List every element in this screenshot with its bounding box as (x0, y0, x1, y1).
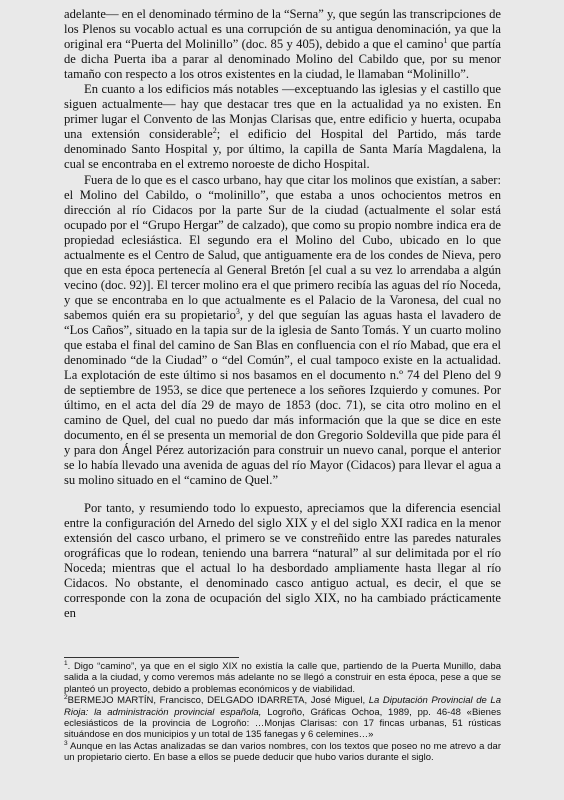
footnote-ref-3[interactable]: 3 (235, 306, 240, 316)
paragraph-3 (64, 173, 501, 489)
footnote-1 (64, 661, 501, 695)
paragraph-text: adelante— en el denominado término de la “Serna” y, que según las transcripciones de los Plenos su vocablo actual es una corrupción de su antigua denominación, ya que la original era “Puerta del Molinillo” (doc. 85 y 405), debido a que el camino (64, 7, 502, 52)
cited-title: La Diputación Provincial de La Rioja: la administración provincial española, (64, 695, 501, 718)
footnotes (64, 661, 501, 764)
footnote-ref-1[interactable]: 1 (443, 36, 448, 46)
footnote-2 (64, 695, 501, 741)
footnote-text: . Digo “camino”, ya que en el siglo XIX no existía la calle que, partiendo de la Puerta Munillo, daba salida a la ciudad, y como veremos más adelante no se llegó a construir en esta época, pese a que se planteó un proyecto, debido a problemas económicos y de viabilidad. (64, 661, 501, 695)
paragraph-text: En cuanto a los edificios más notables —exceptuando las iglesias y el castillo que siguen actualmente— hay que destacar tres que en la actualidad ya no existen. En primer lugar el Convento de las Monjas Clarisas que, entre edificio y huerta, ocupaba una extensión considerable (64, 82, 501, 142)
paragraph-4: Por tanto, y resumiendo todo lo expuesto, apreciamos que la diferencia esencial entre la configuración del Arnedo del siglo XIX y el del siglo XXI radica en la menor extensión del casco urbano, el primero se ve constreñido entre las paredes naturales orográficas que lo rodean, teniendo una barrera “natural” al sur delimitada por el río Noceda; mientras que el actual lo ha desbordado ampliamente hasta llegar al río Cidacos. No obstante, el denominado casco antiguo actual, es decir, el que se corresponde con la zona de ocupación del siglo XIX, no ha cambiado prácticamente en (64, 500, 501, 620)
paragraph-text: que partía de dicha Puerta iba a parar al denominado Molino del Cabildo que, por su menor tamaño con respecto a los otros existentes en la ciudad, le llamaban “Molinillo”. (64, 37, 501, 82)
footnote-mark-3: 3 (64, 739, 68, 747)
footnote-mark-2: 2 (64, 694, 68, 702)
footnote-text: BERMEJO MARTÍN, Francisco, DELGADO IDARRETA, José Miguel, (67, 695, 369, 707)
footnote-text: Logroño, Gráficas Ochoa, 1989, pp. 46-48 «Bienes eclesiásticos de la provincia de Logroño: …Monjas Clarisas: con 17 fincas urbanas, 51 rústicas situándose en dos municipios y un total de 135 fanegas y 6 celemines…» (64, 706, 501, 741)
paragraph-1 (64, 7, 501, 82)
footnote-separator (64, 657, 239, 658)
footnote-ref-2[interactable]: 2 (212, 126, 217, 136)
paragraph-text: Fuera de lo que es el casco urbano, hay que citar los molinos que existían, a saber: el Molino del Cabildo, o “molinillo”, que estaba a unos ochocientos metros en dirección al río Cidacos por la parte Sur de la ciudad (actualmente el solar está ocupado por el “Grupo Hergar” de calzado), que como su propio nombre indica era de propiedad eclesiástica. El segundo era el Molino del Cubo, ubicado en lo que actualmente es el Centro de Salud, que antiguamente era de los condes de Nieva, pero que en esta época pertenecía al General Bretón [el cual a su vez lo arrendaba a algún vecino (doc. 92)]. El tercer molino era el que primero recibía las aguas del río Noceda, y que se encontraba en lo que actualmente es el Palacio de la Varonesa, del cual no sabemos quién era su propietario (64, 172, 501, 322)
paragraph-text: ; el edificio del Hospital del Partido, más tarde denominado Santo Hospital y, por último, la capilla de Santa María Magdalena, la cual se encontraba en el extremo noroeste de dicho Hospital. (64, 127, 502, 172)
footnote-text: Aunque en las Actas analizadas se dan varios nombres, con los textos que poseo no me atrevo a dar un propietario cierto. En base a ellos se puede deducir que hubo varios durante el siglo. (64, 740, 501, 764)
footnote-mark-1: 1 (64, 660, 68, 667)
paragraph-2 (64, 82, 501, 172)
body-text (64, 7, 501, 621)
footnote-3 (64, 741, 501, 764)
paragraph-text: , y del que seguían las aguas hasta el lavadero de “Los Caños”, situado en la tapia sur de la iglesia de Santo Tomás. Y un cuarto molino que estaba el final del camino de San Blas en confluencia con el río Mabad, que era el denominado “de la Ciudad” o “del Común”, el cual tampoco existe en la actualidad. La explotación de este último si nos basamos en el documento n.º 74 del Pleno del 9 de septiembre de 1953, se dice que pertenece a los señores Izquierdo y comunes. Por último, en el acta del día 29 de mayo de 1853 (doc. 71), se cita otro molino en el camino de Quel, del cual no puedo dar más información que la que se dice en este documento, en él se presenta un memorial de don Gregorio Soldevilla que pide para él y para don Ángel Pérez autorización para construir un nuevo canal, porque el anterior se lo había llevado una avenida de aguas del río Mayor (Cidacos) para llevar el agua a su molino situado en el “camino de Quel.” (64, 307, 501, 488)
